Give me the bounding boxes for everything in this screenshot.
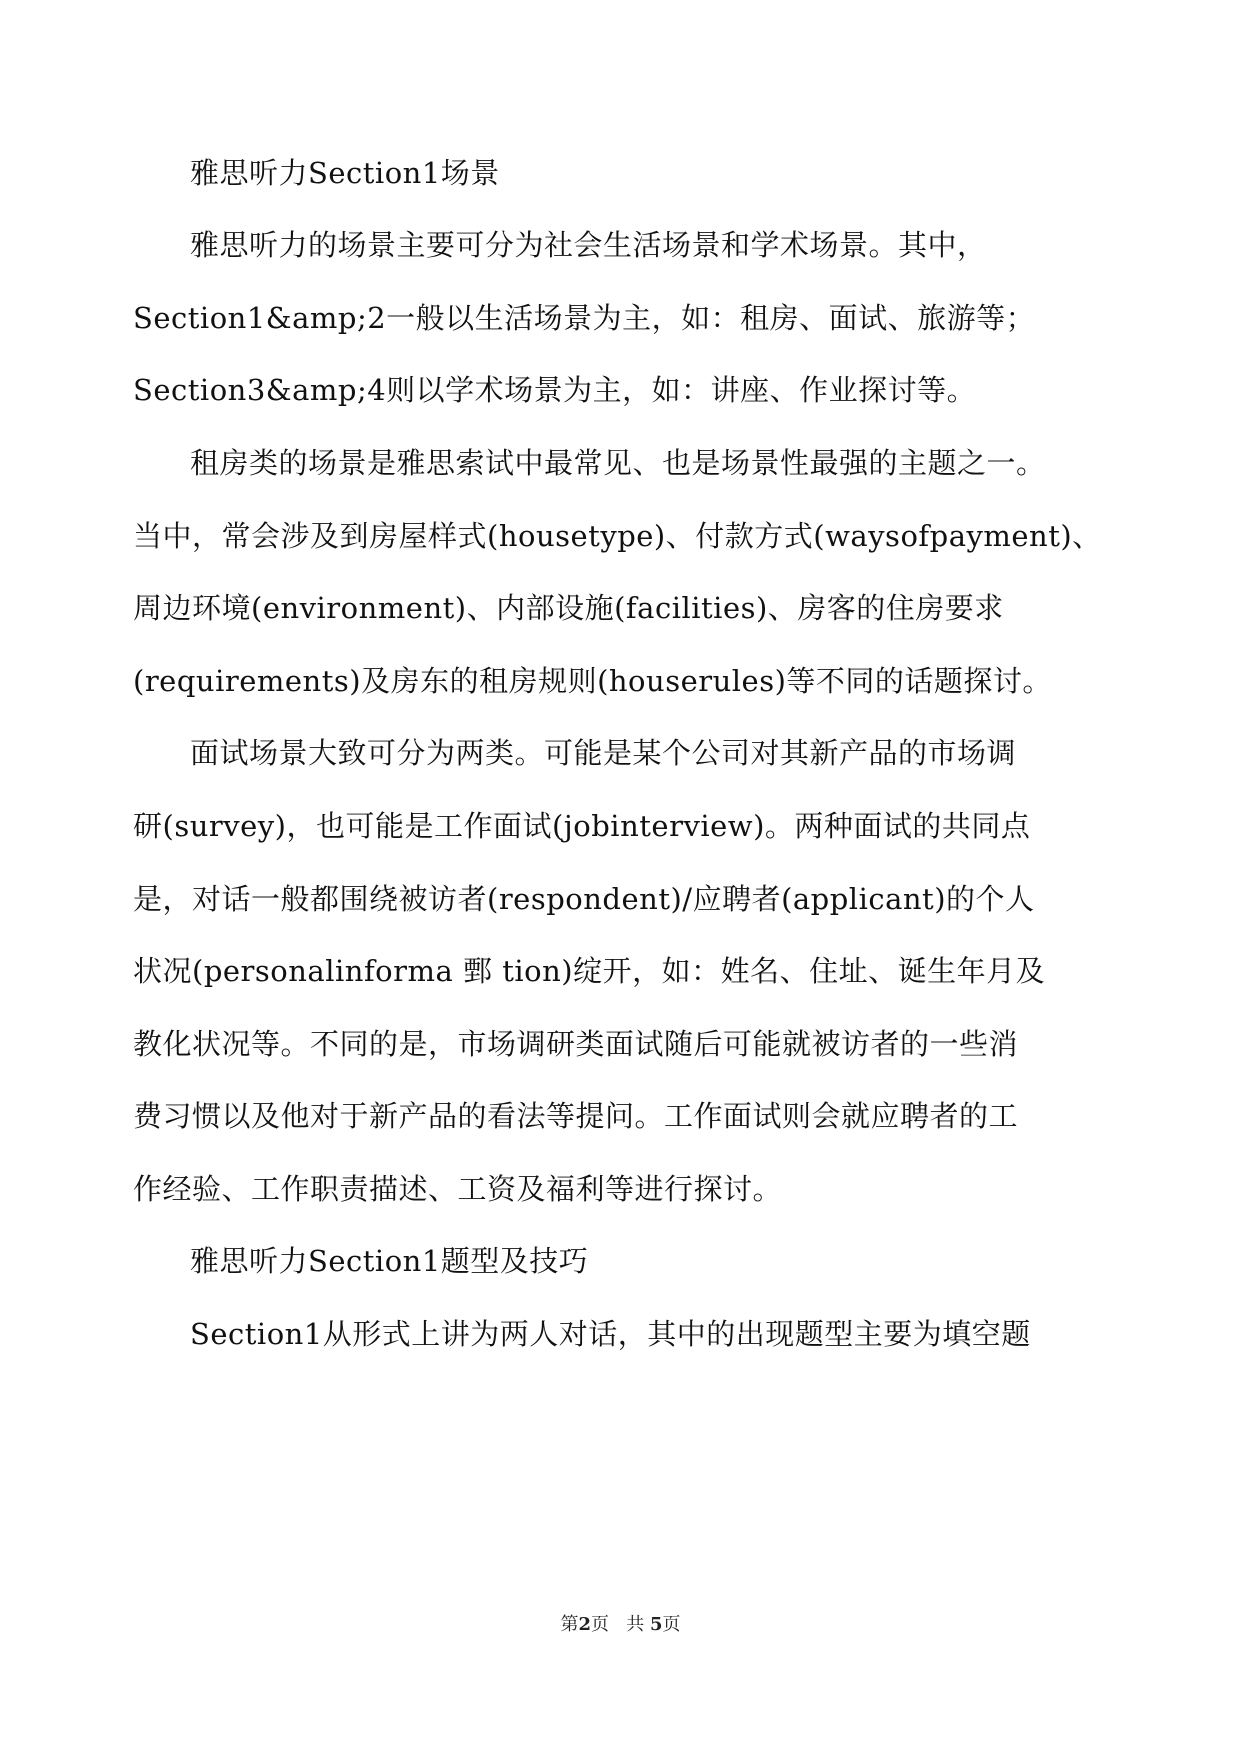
section-heading-question-types: 雅思听力Section1题型及技巧: [190, 1244, 589, 1278]
section-heading-scenes: 雅思听力Section1场景: [190, 156, 500, 190]
page-footer: [0, 1610, 1241, 1636]
paragraph-line: (requirements)及房东的租房规则(houserules)等不同的话题探讨。: [133, 664, 1052, 698]
current-page-number: 2: [578, 1614, 592, 1635]
paragraph-line: 周边环境(environment)、内部设施(facilities)、房客的住房要求: [133, 591, 1004, 625]
paragraph-line: Section1从形式上讲为两人对话，其中的出现题型主要为填空题: [190, 1317, 1031, 1351]
paragraph-line: 面试场景大致可分为两类。可能是某个公司对其新产品的市场调: [190, 736, 1017, 770]
paragraph-line: 当中，常会涉及到房屋样式(housetype)、付款方式(waysofpayment)、: [133, 519, 1102, 553]
paragraph-line: 作经验、工作职责描述、工资及福利等进行探讨。: [133, 1172, 783, 1206]
paragraph-line: Section3&amp;4则以学术场景为主，如：讲座、作业探讨等。: [133, 373, 977, 407]
paragraph-line: 租房类的场景是雅思索试中最常见、也是场景性最强的主题之一。: [190, 446, 1046, 480]
footer-total-prefix: 共: [626, 1614, 645, 1635]
footer-total-unit: 页: [662, 1614, 681, 1635]
footer-prefix: 第: [560, 1614, 579, 1635]
paragraph-line: 状况(personalinforma 鄄 tion)绽开，如：姓名、住址、诞生年月及: [133, 954, 1046, 988]
paragraph-line: 教化状况等。不同的是，市场调研类面试随后可能就被访者的一些消: [133, 1027, 1019, 1061]
paragraph-line: 是，对话一般都围绕被访者(respondent)/应聘者(applicant)的个人: [133, 882, 1035, 916]
paragraph-line: Section1&amp;2一般以生活场景为主，如：租房、面试、旅游等；: [133, 301, 1036, 335]
paragraph-line: 研(survey)，也可能是工作面试(jobinterview)。两种面试的共同点: [133, 809, 1031, 843]
footer-page-unit: 页: [591, 1614, 610, 1635]
total-page-count: 5: [649, 1614, 663, 1635]
paragraph-line: 雅思听力的场景主要可分为社会生活场景和学术场景。其中，: [190, 228, 987, 262]
paragraph-line: 费习惯以及他对于新产品的看法等提问。工作面试则会就应聘者的工: [133, 1099, 1019, 1133]
